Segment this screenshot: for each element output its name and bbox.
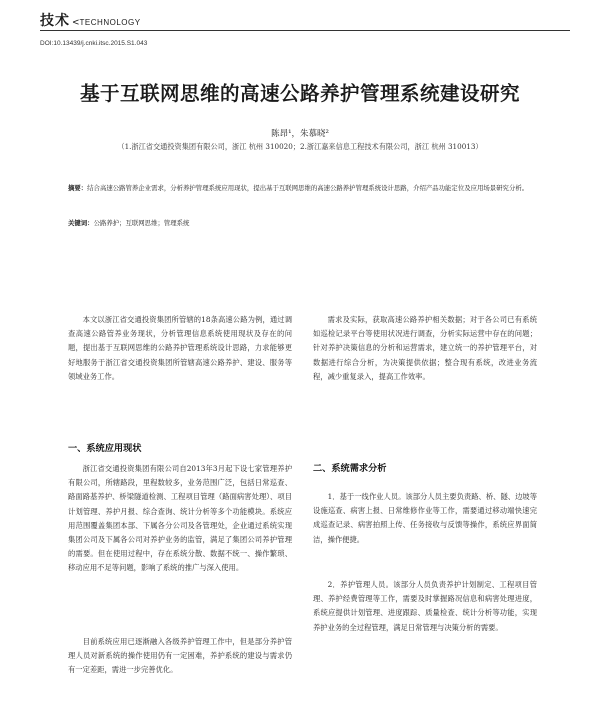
section1-paragraph-2 — [68, 635, 292, 678]
intro-paragraph — [68, 313, 292, 384]
journal-brand-en: TECHNOLOGY — [79, 18, 141, 27]
abstract — [68, 182, 550, 194]
affiliation: （1.浙江省交通投资集团有限公司，浙江 杭州 310020；2.浙江嘉来信息工程技术有限公司，浙江 杭州 310013） — [117, 142, 483, 151]
section-heading-1: 一、系统应用现状 — [68, 443, 142, 454]
header-rule — [40, 30, 570, 31]
section1-paragraph — [68, 462, 292, 576]
section1-text-2: 目前系统应用已逐渐融入各级养护管理工作中，但是部分养护管理人员对新系统的操作使用仍有一定困难，养护系统的建设与需求仍有一定差距，需进一步完善优化。 — [68, 637, 292, 675]
intro-text: 本文以浙江省交通投资集团所管辖的18条高速公路为例，通过调查高速公路管养业务现状，分析管理信息系统使用现状及存在的问题，提出基于互联网思维的公路养护管理系统设计思路，力求能够更好地服务于浙江省交通投资集团所管辖高速公路养护、建设、服务等领域业务工作。 — [68, 315, 292, 381]
section1-text: 浙江省交通投资集团有限公司自2013年3月起下设七家管理养护有限公司，所辖路段，里程数较多，业务范围广泛，包括日常巡查、路面路基养护、桥梁隧道检测、工程项目管理（路面病害处理）、项目计划管理、养护月报、综合查询、统计分析等多个功能模块。系统应用范围覆盖集团本部、下属各分公司及各管理处，企业通过系统实现集团公司及下属各公司对养护业务的监管，满足了集团公司养护管理的需要。但在使用过程中，存在系统分散、数据不统一、操作繁琐、移动应用不足等问题，影响了系统的推广与深入使用。 — [68, 464, 292, 573]
keywords-label: 关键词： — [68, 219, 94, 227]
section2-paragraph — [313, 490, 537, 547]
intro-right-text: 需求及实际，获取高速公路养护相关数据；对于各公司已有系统如巡检记录平台等使用状况进行调查，分析实际运营中存在的问题；针对养护决策信息的分析和运营需求，建立统一的养护管理平台，对数据进行综合分析，为决策提供依据；整合现有系统，改进业务流程，减少重复录入，提高工作效率。 — [313, 315, 537, 381]
keywords — [68, 218, 550, 227]
section-heading-2: 二、系统需求分析 — [313, 463, 387, 474]
journal-brand: 技术 — [40, 13, 70, 29]
doi: DOI:10.13439/j.cnki.itsc.2015.S1.043 — [40, 40, 148, 47]
authors: 陈昂¹，朱慕晓² — [271, 129, 329, 139]
header-arrow: < — [72, 18, 80, 28]
intro-right-paragraph — [313, 313, 537, 384]
abstract-label: 摘要： — [68, 184, 88, 192]
keywords-text: 公路养护；互联网思维；管理系统 — [93, 219, 190, 227]
journal-header — [40, 10, 560, 30]
section2-text: 1．基于一线作业人员。该部分人员主要负责路、桥、隧、边坡等设施巡查、病害上报、日常维修作业等工作，需要通过移动端快速完成巡查记录、病害拍照上传、任务接收与反馈等操作，系统应界面简洁，操作便捷。 — [313, 492, 537, 544]
paper-title: 基于互联网思维的高速公路养护管理系统建设研究 — [79, 82, 520, 105]
section2-text-2: 2．养护管理人员。该部分人员负责养护计划制定、工程项目管理、养护经费管理等工作，需要及时掌握路况信息和病害处理进度，系统应提供计划管理、进度跟踪、质量检查、统计分析等功能，实现养护业务的全过程管理，满足日常管理与决策分析的需要。 — [313, 580, 537, 632]
abstract-text: 结合高速公路管养企业需求，分析养护管理系统应用现状，提出基于互联网思维的高速公路养护管理系统设计思路，介绍产品功能定位及应用场景研究分析。 — [87, 184, 529, 192]
section2-paragraph-2 — [313, 578, 537, 635]
